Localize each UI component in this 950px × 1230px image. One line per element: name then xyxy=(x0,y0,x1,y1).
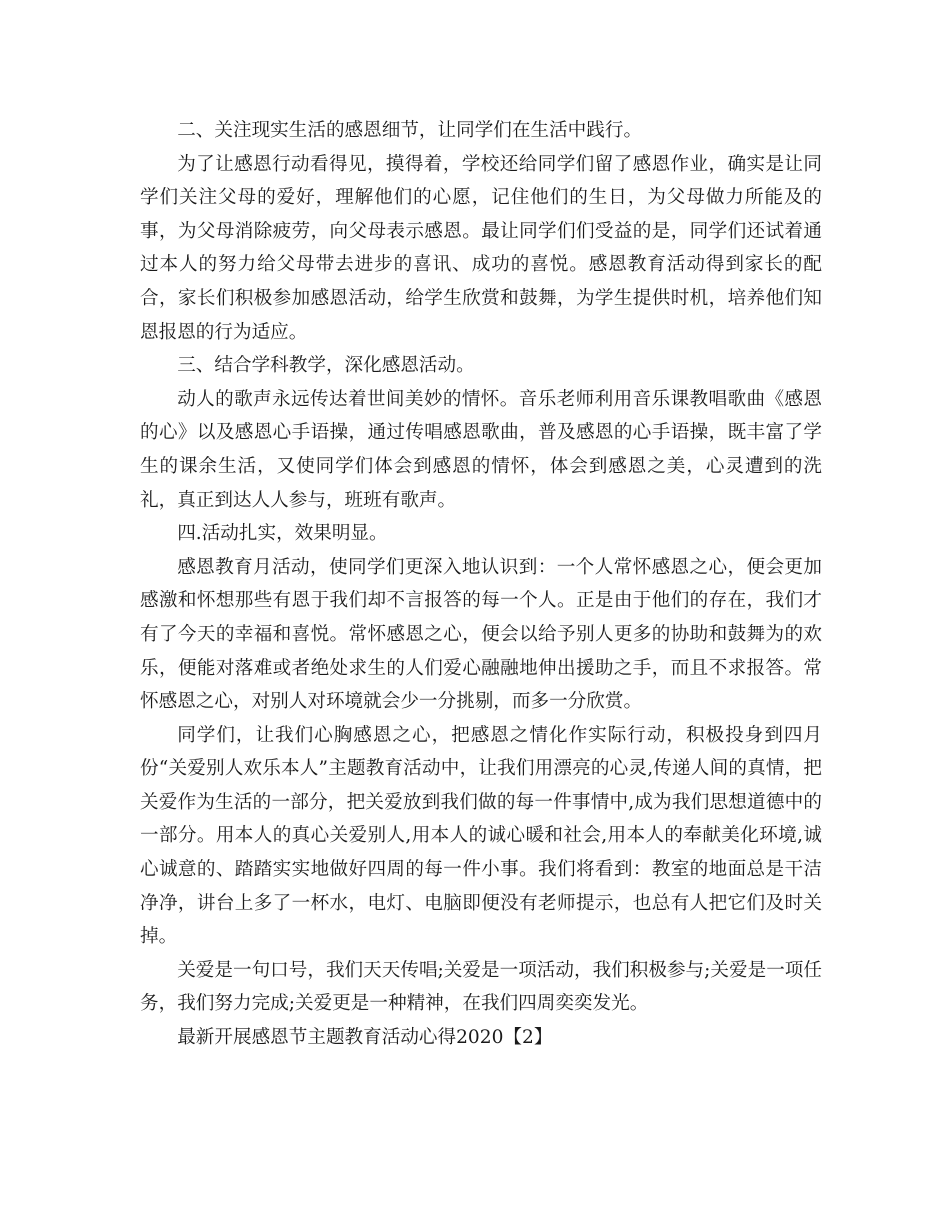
paragraph-homework: 为了让感恩行动看得见，摸得着，学校还给同学们留了感恩作业，确实是让同学们关注父母的爱好，理解他们的心愿，记住他们的生日，为父母做力所能及的事，为父母消除疲劳，向父母表示感恩。最让同学们们受益的是，同学们还试着通过本人的努力给父母带去进步的喜讯、成功的喜悦。感恩教育活动得到家长的配合，家长们积极参加感恩活动，给学生欣赏和鼓舞，为学生提供时机，培养他们知恩报恩的行为适应。 xyxy=(140,153,822,343)
paragraph-gratitude-month: 感恩教育月活动，使同学们更深入地认识到：一个人常怀感恩之心，便会更加感激和怀想那些有恩于我们却不言报答的每一个人。正是由于他们的存在，我们才有了今天的幸福和喜悦。常怀感恩之心，便会以给予别人更多的协助和鼓舞为的欢乐，便能对落难或者绝处求生的人们爱心融融地伸出援助之手，而且不求报答。常怀感恩之心，对别人对环境就会少一分挑剔，而多一分欣赏。 xyxy=(140,556,822,713)
paragraph-call-to-action: 同学们，让我们心胸感恩之心，把感恩之情化作实际行动，积极投身到四月份“关爱别人欢乐本人”主题教育活动中，让我们用漂亮的心灵,传递人间的真情，把关爱作为生活的一部分，把关爱放到我们做的每一件事情中,成为我们思想道德中的一部分。用本人的真心关爱别人,用本人的诚心暖和社会,用本人的奉献美化环境,诚心诚意的、踏踏实实地做好四周的每一件小事。我们将看到：教室的地面总是干洁净净，讲台上多了一杯水，电灯、电脑即便没有老师提示，也总有人把它们及时关掉。 xyxy=(140,724,822,948)
section-heading-three: 三、结合学科教学，深化感恩活动。 xyxy=(177,355,475,377)
document-body xyxy=(140,114,822,1055)
section-heading-two: 二、关注现实生活的感恩细节，让同学们在生活中践行。 xyxy=(177,120,643,141)
paragraph-care-slogan: 关爱是一句口号，我们天天传唱;关爱是一项活动，我们积极参与;关爱是一项任务，我们努力完成;关爱更是一种精神，在我们四周奕奕发光。 xyxy=(140,959,822,1015)
paragraph-music: 动人的歌声永远传达着世间美妙的情怀。音乐老师利用音乐课教唱歌曲《感恩的心》以及感恩心手语操，通过传唱感恩歌曲，普及感恩的心手语操，既丰富了学生的课余生活，又使同学们体会到感恩的情怀，体会到感恩之美，心灵遭到的洗礼，真正到达人人参与，班班有歌声。 xyxy=(140,388,822,511)
article-title-next: 最新开展感恩节主题教育活动心得2020【2】 xyxy=(177,1027,553,1049)
section-heading-four: 四.活动扎实，效果明显。 xyxy=(177,523,388,545)
